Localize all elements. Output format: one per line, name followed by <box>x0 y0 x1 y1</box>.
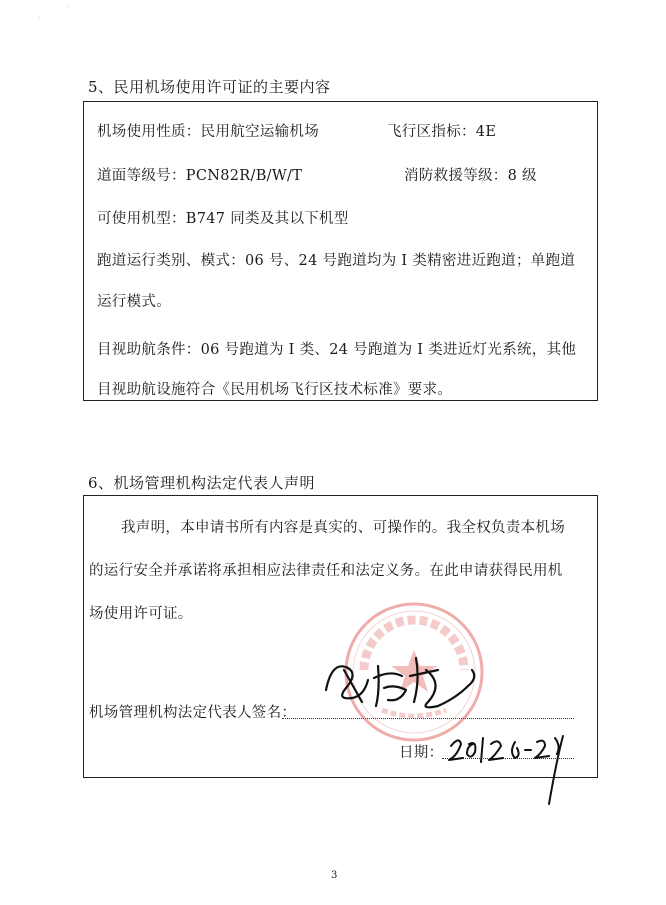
handwritten-signature <box>318 640 488 720</box>
flight-area-index: 飞行区指标：4E <box>387 124 497 140</box>
visual-aids-line2: 目视助航设施符合《民用机场飞行区技术标准》要求。 <box>97 382 453 398</box>
runway-category-line1: 跑道运行类别、模式：06 号、24 号跑道均为 I 类精密进近跑道；单跑道 <box>97 253 576 269</box>
visual-aids-line1: 目视助航条件：06 号跑道为 I 类、24 号跑道为 I 类进近灯光系统，其他 <box>97 342 577 358</box>
aircraft-types: 可使用机型：B747 同类及其以下机型 <box>97 211 349 227</box>
page-number: 3 <box>331 870 338 881</box>
signature-label: 机场管理机构法定代表人签名： <box>89 705 297 721</box>
section5-box <box>83 101 598 401</box>
pavement-grade: 道面等级号：PCN82R/B/W/T <box>97 168 303 184</box>
handwritten-date <box>445 728 575 808</box>
declaration-line1: 我声明，本申请书所有内容是真实的、可操作的。我全权负责本机场 <box>121 520 565 536</box>
fire-rescue-grade: 消防救援等级：8 级 <box>404 168 537 184</box>
date-label: 日期： <box>399 745 444 761</box>
section5-title: 5、民用机场使用许可证的主要内容 <box>88 78 331 96</box>
declaration-line3: 场使用许可证。 <box>89 606 193 622</box>
airport-nature: 机场使用性质：民用航空运输机场 <box>97 124 319 140</box>
scan-speck: · <box>38 14 41 23</box>
declaration-line2: 的运行安全并承诺将承担相应法律责任和法定义务。在此申请获得民用机 <box>89 563 563 579</box>
scan-speck: · <box>66 2 69 11</box>
section6-title: 6、机场管理机构法定代表人声明 <box>88 474 316 492</box>
runway-category-line2: 运行模式。 <box>97 294 171 310</box>
